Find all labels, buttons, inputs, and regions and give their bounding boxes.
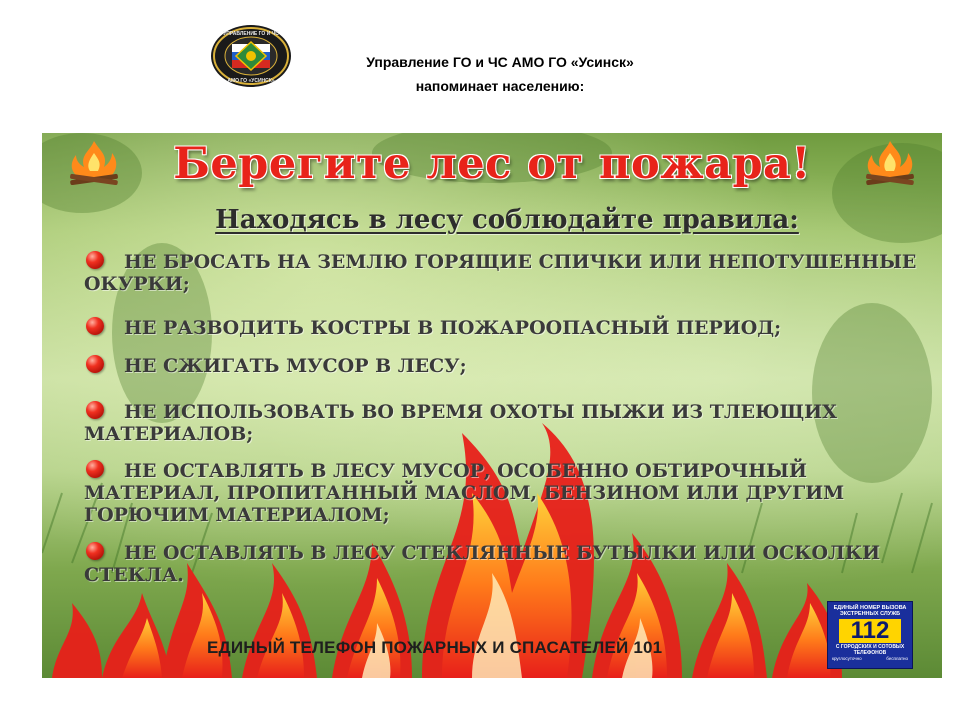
poster-subtitle: Находясь в лесу соблюдайте правила: (215, 205, 799, 235)
header-line-2: напоминает населению: (415, 78, 585, 94)
rule-text: НЕ ОСТАВЛЯТЬ В ЛЕСУ МУСОР, ОСОБЕННО ОБТИРОЧНЫЙ МАТЕРИАЛ, ПРОПИТАННЫЙ МАСЛОМ, БЕНЗИНОМ ИЛИ ДРУГИМ ГОРЮЧИМ МАТЕРИАЛОМ; (84, 460, 845, 526)
header-line-1: Управление ГО и ЧС АМО ГО «Усинск» (366, 54, 634, 70)
header-text (300, 50, 700, 98)
rule-text: НЕ БРОСАТЬ НА ЗЕМЛЮ ГОРЯЩИЕ СПИЧКИ ИЛИ НЕПОТУШЕННЫЕ ОКУРКИ; (84, 251, 917, 295)
svg-text:УПРАВЛЕНИЕ ГО И ЧС: УПРАВЛЕНИЕ ГО И ЧС (223, 31, 279, 37)
campfire-icon (64, 139, 124, 185)
list-item (84, 401, 934, 445)
list-item (84, 355, 467, 377)
fire-safety-poster (42, 133, 942, 678)
list-item (84, 317, 781, 339)
fire-phone-line: ЕДИНЫЙ ТЕЛЕФОН ПОЖАРНЫХ И СПАСАТЕЛЕЙ 101 (207, 638, 663, 657)
badge-bottom (828, 656, 912, 662)
rule-text: НЕ СЖИГАТЬ МУСОР В ЛЕСУ; (124, 355, 467, 377)
bullet-icon (86, 401, 104, 419)
badge-number: 112 (839, 619, 901, 643)
rule-text: НЕ РАЗВОДИТЬ КОСТРЫ В ПОЖАРООПАСНЫЙ ПЕРИОД; (124, 317, 782, 339)
poster-title: Берегите лес от пожара! (173, 139, 811, 189)
bullet-icon (86, 355, 104, 373)
badge-bottom-left: круглосуточно (832, 656, 862, 661)
campfire-icon (860, 139, 920, 185)
badge-mid-text: С ГОРОДСКИХ И СОТОВЫХ ТЕЛЕФОНОВ (835, 644, 905, 656)
badge-top-text: ЕДИНЫЙ НОМЕР ВЫЗОВА ЭКСТРЕННЫХ СЛУЖБ (833, 605, 907, 617)
badge-bottom-right: бесплатно (886, 656, 908, 661)
list-item (84, 542, 934, 586)
rule-text: НЕ ИСПОЛЬЗОВАТЬ ВО ВРЕМЯ ОХОТЫ ПЫЖИ ИЗ ТЛЕЮЩИХ МАТЕРИАЛОВ; (84, 401, 837, 445)
bullet-icon (86, 251, 104, 269)
list-item (84, 460, 934, 526)
bullet-icon (86, 317, 104, 335)
bullet-icon (86, 460, 104, 478)
rule-text: НЕ ОСТАВЛЯТЬ В ЛЕСУ СТЕКЛЯННЫЕ БУТЫЛКИ ИЛИ ОСКОЛКИ СТЕКЛА. (84, 542, 881, 586)
bullet-icon (86, 542, 104, 560)
list-item (84, 251, 934, 295)
emergency-112-badge (827, 601, 913, 669)
emblem-icon (210, 24, 292, 88)
svg-text:АМО ГО «УСИНСК»: АМО ГО «УСИНСК» (227, 78, 275, 84)
